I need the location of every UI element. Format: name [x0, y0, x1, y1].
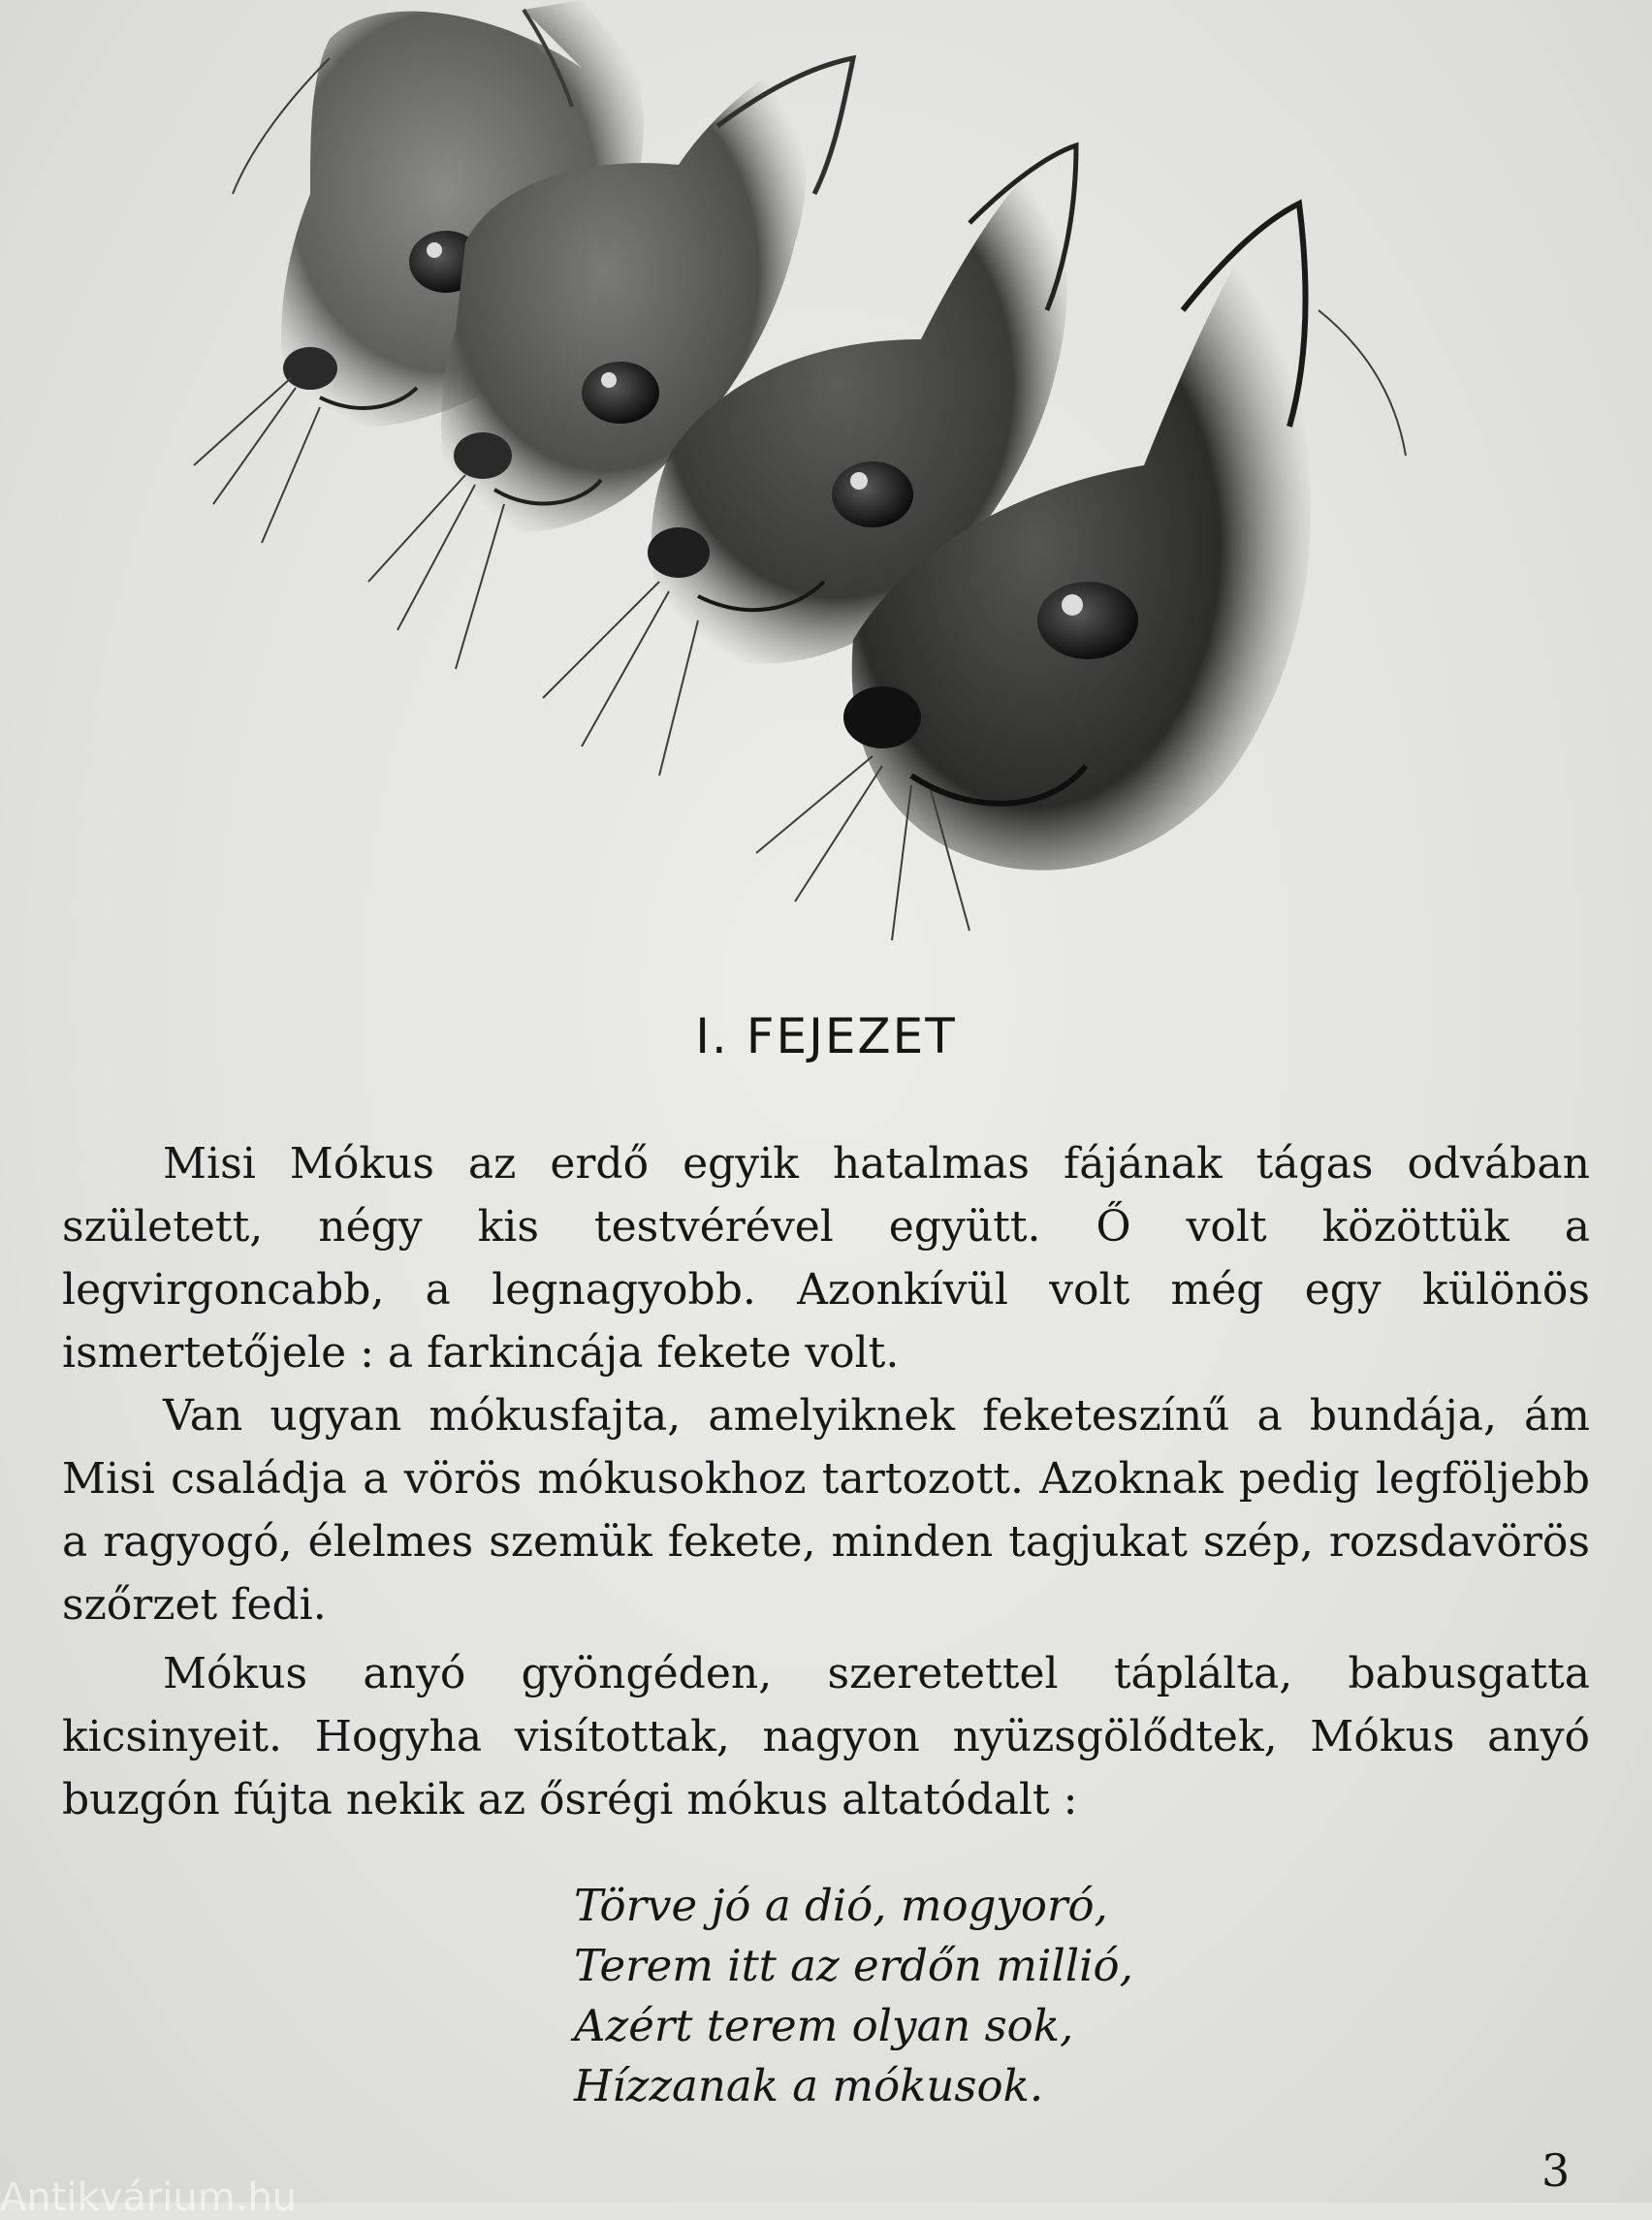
page-number: 3 [1541, 2144, 1571, 2197]
paragraph-2: Van ugyan mókusfajta, amelyiknek feketeszínű a bundája, ám Misi családja a vörös mókusokhoz tartozott. Azoknak pedig legföljebb a ragyogó, élelmes szemük fekete, minden tagjukat szép, rozsdavörös szőrzet fedi. [62, 1391, 1590, 1630]
poem-line: Törve jó a dió, mogyoró, [574, 1880, 1108, 1931]
poem-line: Terem itt az erdőn millió, [574, 1940, 1133, 1991]
paragraph-3: Mókus anyó gyöngéden, szeretettel táplálta, babusgatta kicsinyeit. Hogyha visítottak, nagyon nyüzsgölődtek, Mókus anyó buzgón fújta nekik az ősrégi mókus altatódalt : [62, 1649, 1590, 1824]
poem-line: Hízzanak a mókusok. [574, 2060, 1044, 2111]
watermark: Antikvárium.hu [0, 2175, 298, 2220]
body-text [62, 1132, 1590, 1831]
lullaby-poem [574, 1876, 1133, 2116]
poem-line: Azért terem olyan sok, [574, 2000, 1074, 2051]
squirrel-heads-illustration [175, 0, 1454, 960]
paragraph-1: Misi Mókus az erdő egyik hatalmas fájának tágas odvában született, négy kis testvérével együtt. Ő volt közöttük a legvirgoncabb, a legnagyobb. Azonkívül volt még egy különös ismertetőjele : a farkincája fekete volt. [62, 1139, 1590, 1378]
chapter-title: I. FEJEZET [695, 1008, 957, 1064]
